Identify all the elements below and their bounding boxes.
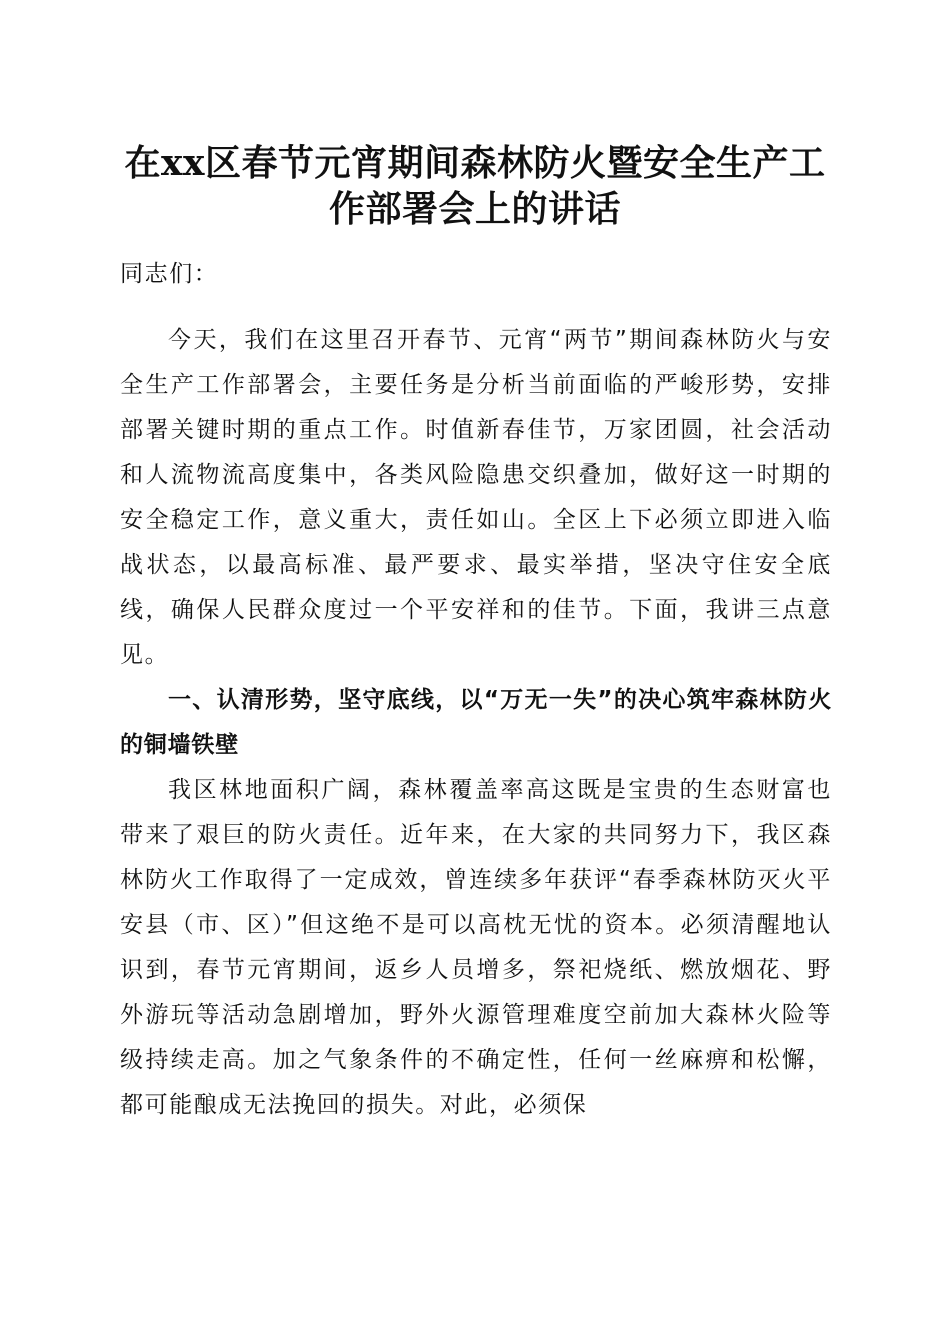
- opening-paragraph: 今天，我们在这里召开春节、元宵“两节”期间森林防火与安全生产工作部署会，主要任务是分析当前面临的严峻形势，安排部署关键时期的重点工作。时值新春佳节，万家团圆，社会活动和人流物流高度集中，各类风险隐患交织叠加，做好这一时期的安全稳定工作，意义重大，责任如山。全区上下必须立即进入临战状态，以最高标准、最严要求、最实举措，坚决守住安全底线，确保人民群众度过一个平安祥和的佳节。下面，我讲三点意见。: [120, 327, 832, 668]
- document-title: [100, 140, 850, 232]
- section-1-paragraph: 我区林地面积广阔，森林覆盖率高这既是宝贵的生态财富也带来了艰巨的防火责任。近年来，在大家的共同努力下，我区森林防火工作取得了一定成效，曾连续多年获评“春季森林防灭火平安县（市、区）”但这绝不是可以高枕无忧的资本。必须清醒地认识到，春节元宵期间，返乡人员增多，祭祀烧纸、燃放烟花、野外游玩等活动急剧增加，野外火源管理难度空前加大森林火险等级持续走高。加之气象条件的不确定性，任何一丝麻痹和松懈，都可能酿成无法挽回的损失。对此，必须保: [120, 777, 832, 1118]
- salutation: 同志们：: [120, 261, 219, 287]
- section-heading-1: 一、认清形势，坚守底线，以“万无一失”的决心筑牢森林防火的铜墙铁壁: [120, 687, 832, 758]
- title-line-1: 在xx区春节元宵期间森林防火暨安全生产工: [124, 142, 826, 184]
- title-line-2: 作部署会上的讲话: [328, 188, 621, 230]
